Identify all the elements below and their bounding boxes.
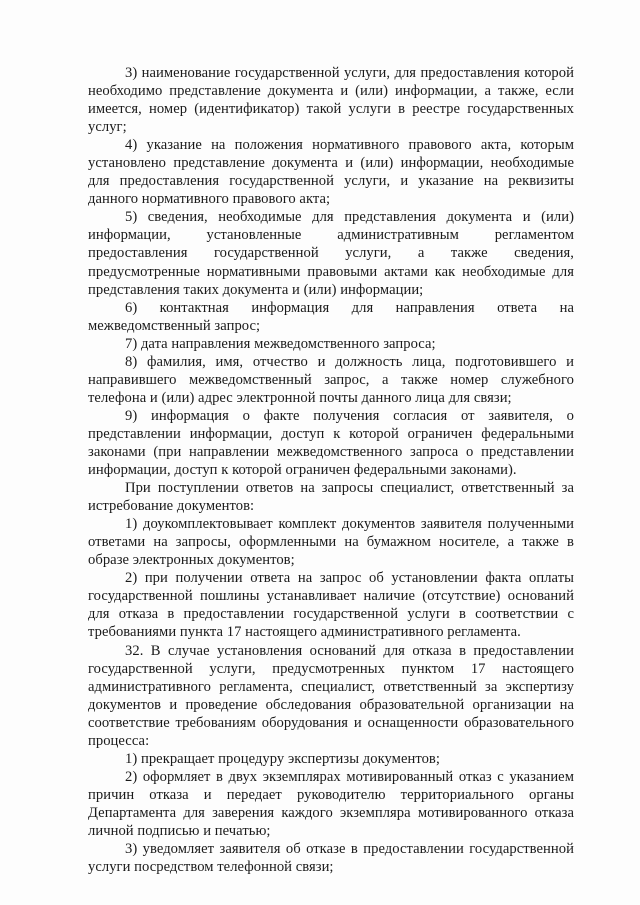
- paragraph-response-2: 2) при получении ответа на запрос об установлении факта оплаты государственной пошлины устанавливает наличие (отсутствие) оснований для отказа в предоставлении государственной услуги в соответствии с требованиями пункта 17 настоящего административного регламента.: [88, 570, 574, 641]
- paragraph-item-3: 3) наименование государственной услуги, для предоставления которой необходимо представление документа и (или) информации, а также, если имеется, номер (идентификатор) такой услуги в реестре государственных услуг;: [88, 65, 574, 136]
- paragraph-item-8: 8) фамилия, имя, отчество и должность лица, подготовившего и направившего межведомственный запрос, а также номер служебного телефона и (или) адрес электронной почты данного лица для связи;: [88, 353, 574, 406]
- paragraph-clause-32: 32. В случае установления оснований для отказа в предоставлении государственной услуги, предусмотренных пунктом 17 настоящего административного регламента, специалист, ответственный за экспертизу документов и проведение обследования образовательной организации на соответствие требованиям оборудования и оснащенности образовательного процесса:: [88, 642, 574, 749]
- paragraph-item-6: 6) контактная информация для направления ответа на межведомственный запрос;: [88, 299, 574, 334]
- paragraph-refusal-2: 2) оформляет в двух экземплярах мотивированный отказ с указанием причин отказа и передает руководителю территориального органы Департамента для заверения каждого экземпляра мотивированного отказа личной подписью и печатью;: [88, 768, 574, 839]
- paragraph-response-1: 1) доукомплектовывает комплект документов заявителя полученными ответами на запросы, оформленными на бумажном носителе, а также в образе электронных документов;: [88, 516, 574, 569]
- paragraph-item-9: 9) информация о факте получения согласия от заявителя, о представлении информации, доступ к которой ограничен федеральными законами (при направлении межведомственного запроса о представлении информации, доступ к которой ограничен федеральными законами).: [88, 407, 574, 479]
- paragraph-refusal-1: 1) прекращает процедуру экспертизы документов;: [125, 750, 440, 767]
- document-body: [88, 64, 574, 876]
- paragraph-refusal-3: 3) уведомляет заявителя об отказе в предоставлении государственной услуги посредством телефонной связи;: [88, 841, 574, 876]
- paragraph-item-4: 4) указание на положения нормативного правового акта, которым установлено представление документа и (или) информации, необходимые для предоставления государственной услуги, и указание на реквизиты данного нормативного правового акта;: [88, 137, 574, 208]
- paragraph-responses-intro: При поступлении ответов на запросы специалист, ответственный за истребование документов:: [88, 480, 574, 515]
- paragraph-item-5: 5) сведения, необходимые для представления документа и (или) информации, установленные административным регламентом предоставления государственной услуги, а также сведения, предусмотренные нормативными правовыми актами как необходимые для представления таких документа и (или) информации;: [88, 209, 574, 298]
- paragraph-item-7: 7) дата направления межведомственного запроса;: [125, 335, 436, 352]
